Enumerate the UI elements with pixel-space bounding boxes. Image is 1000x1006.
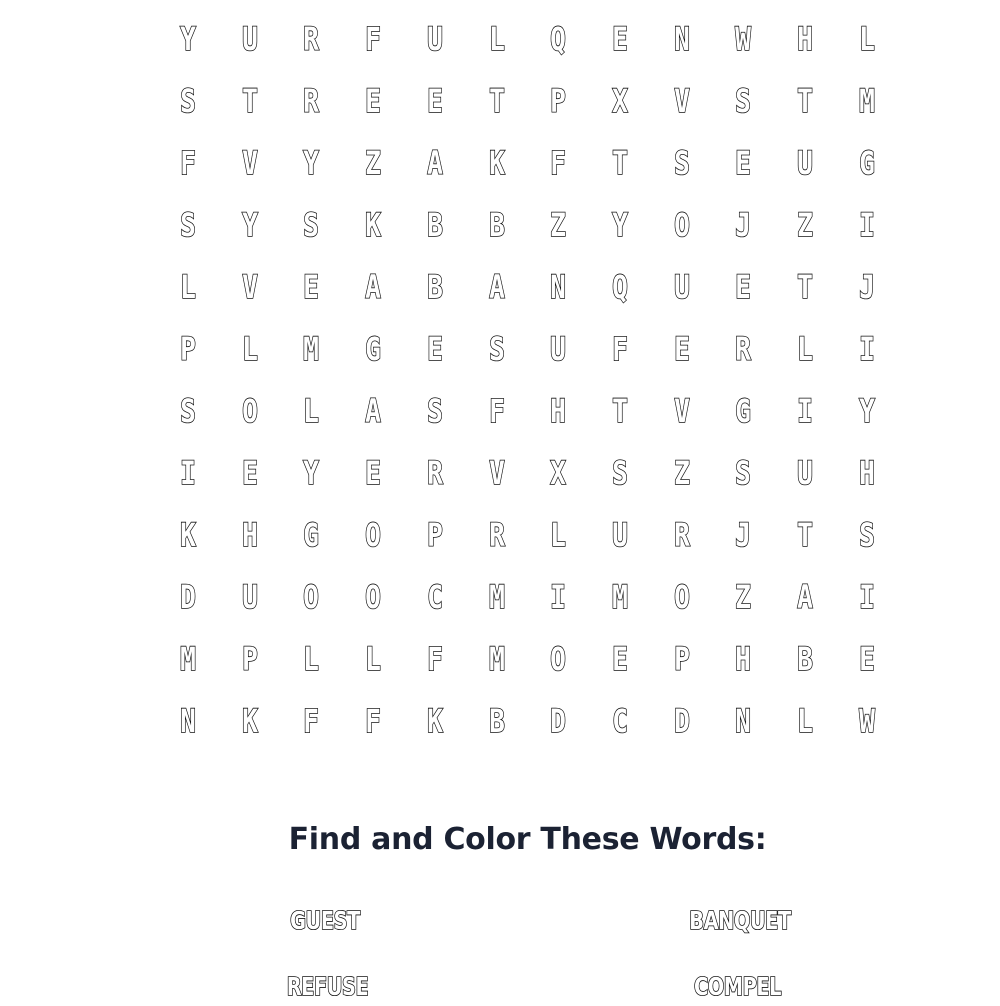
grid-cell[interactable]: F (550, 144, 567, 182)
grid-cell[interactable]: I (550, 578, 567, 616)
grid-cell[interactable]: S (180, 206, 196, 244)
grid-cell[interactable]: A (365, 392, 381, 430)
grid-cell[interactable]: H (550, 392, 567, 430)
grid-cell[interactable]: H (735, 640, 752, 678)
grid-cell[interactable]: U (550, 330, 567, 368)
grid-row (157, 8, 897, 70)
grid-cell[interactable]: O (673, 206, 690, 244)
grid-cell[interactable]: E (365, 82, 381, 120)
grid-cell[interactable]: I (180, 454, 196, 492)
grid-row (157, 132, 897, 194)
grid-cell[interactable]: E (673, 330, 690, 368)
grid-row (157, 318, 897, 380)
grid-cell[interactable]: F (365, 20, 381, 58)
grid-cell[interactable]: Z (365, 144, 381, 182)
grid-cell[interactable]: D (673, 702, 690, 740)
grid-cell[interactable]: E (611, 640, 628, 678)
grid-cell[interactable]: G (365, 330, 381, 368)
grid-cell[interactable]: D (550, 702, 567, 740)
grid-cell[interactable]: I (858, 330, 875, 368)
grid-cell[interactable]: M (303, 330, 320, 368)
grid-cell[interactable]: S (611, 454, 628, 492)
grid-cell[interactable]: H (797, 20, 813, 58)
letter-grid (157, 8, 897, 752)
grid-cell[interactable]: S (673, 144, 690, 182)
grid-cell[interactable]: C (611, 702, 628, 740)
grid-cell[interactable]: P (426, 516, 443, 554)
grid-cell[interactable]: F (426, 640, 443, 678)
grid-row (157, 628, 897, 690)
grid-cell[interactable]: O (365, 578, 381, 616)
grid-cell[interactable]: R (426, 454, 443, 492)
grid-cell[interactable]: S (735, 454, 752, 492)
grid-row (157, 194, 897, 256)
grid-cell[interactable]: O (550, 640, 567, 678)
grid-cell[interactable]: T (797, 82, 813, 120)
grid-cell[interactable]: U (673, 268, 690, 306)
grid-cell[interactable]: Q (611, 268, 628, 306)
grid-cell[interactable]: V (488, 454, 505, 492)
grid-cell[interactable]: M (488, 640, 505, 678)
grid-cell[interactable]: S (180, 82, 196, 120)
grid-cell[interactable]: F (488, 392, 505, 430)
grid-cell[interactable]: E (303, 268, 320, 306)
grid-cell[interactable]: G (858, 144, 875, 182)
grid-cell[interactable]: N (673, 20, 690, 58)
grid-cell[interactable]: U (241, 20, 258, 58)
word-list-heading: Find and Color These Words: (288, 822, 767, 857)
grid-cell[interactable]: L (550, 516, 567, 554)
grid-cell[interactable]: J (735, 206, 752, 244)
grid-cell[interactable]: D (180, 578, 196, 616)
grid-row (157, 504, 897, 566)
word-banquet: BANQUET (689, 905, 791, 935)
grid-cell[interactable]: R (673, 516, 690, 554)
grid-cell[interactable]: E (241, 454, 258, 492)
grid-row (157, 380, 897, 442)
grid-cell[interactable]: Z (673, 454, 690, 492)
grid-cell[interactable]: M (488, 578, 505, 616)
grid-cell[interactable]: W (735, 20, 752, 58)
grid-cell[interactable]: P (180, 330, 196, 368)
word-guest: GUEST (290, 905, 360, 935)
grid-cell[interactable]: S (426, 392, 443, 430)
grid-cell[interactable]: K (426, 702, 443, 740)
grid-row (157, 566, 897, 628)
grid-cell[interactable]: N (550, 268, 567, 306)
grid-cell[interactable]: L (797, 330, 813, 368)
grid-cell[interactable]: Y (303, 454, 320, 492)
grid-cell[interactable]: F (180, 144, 196, 182)
grid-cell[interactable]: R (735, 330, 752, 368)
grid-cell[interactable]: W (858, 702, 875, 740)
grid-cell[interactable]: L (180, 268, 196, 306)
grid-cell[interactable]: B (426, 206, 443, 244)
grid-cell[interactable]: F (303, 702, 320, 740)
grid-cell[interactable]: T (611, 144, 628, 182)
grid-cell[interactable]: K (488, 144, 505, 182)
grid-cell[interactable]: A (488, 268, 505, 306)
grid-cell[interactable]: I (858, 578, 875, 616)
grid-cell[interactable]: E (735, 144, 752, 182)
word-compel: COMPEL (693, 971, 782, 1001)
grid-cell[interactable]: G (735, 392, 752, 430)
grid-cell[interactable]: E (365, 454, 381, 492)
grid-cell[interactable]: X (611, 82, 628, 120)
grid-row (157, 256, 897, 318)
word-refuse: REFUSE (286, 971, 369, 1001)
grid-cell[interactable]: M (611, 578, 628, 616)
grid-cell[interactable]: T (241, 82, 258, 120)
grid-cell[interactable]: A (426, 144, 443, 182)
grid-cell[interactable]: J (735, 516, 752, 554)
grid-cell[interactable]: E (611, 20, 628, 58)
grid-cell[interactable]: T (797, 516, 813, 554)
grid-cell[interactable]: Y (858, 392, 875, 430)
grid-cell[interactable]: B (426, 268, 443, 306)
grid-cell[interactable]: P (550, 82, 567, 120)
grid-cell[interactable]: K (180, 516, 196, 554)
grid-cell[interactable]: F (611, 330, 628, 368)
grid-cell[interactable]: Q (550, 20, 567, 58)
grid-cell[interactable]: Y (180, 20, 196, 58)
grid-cell[interactable]: L (303, 640, 320, 678)
grid-cell[interactable]: B (797, 640, 813, 678)
grid-cell[interactable]: O (303, 578, 320, 616)
grid-cell[interactable]: X (550, 454, 567, 492)
grid-cell[interactable]: Z (797, 206, 813, 244)
grid-cell[interactable]: R (488, 516, 505, 554)
grid-cell[interactable]: U (426, 20, 443, 58)
grid-cell[interactable]: K (241, 702, 258, 740)
grid-cell[interactable]: S (488, 330, 505, 368)
grid-row (157, 442, 897, 504)
grid-cell[interactable]: Z (735, 578, 752, 616)
grid-cell[interactable]: O (673, 578, 690, 616)
grid-cell[interactable]: B (488, 702, 505, 740)
grid-cell[interactable]: A (797, 578, 813, 616)
grid-cell[interactable]: L (365, 640, 381, 678)
grid-cell[interactable]: N (735, 702, 752, 740)
grid-cell[interactable]: S (180, 392, 196, 430)
grid-cell[interactable]: P (241, 640, 258, 678)
grid-cell[interactable]: E (426, 330, 443, 368)
grid-cell[interactable]: B (488, 206, 505, 244)
grid-cell[interactable]: K (365, 206, 381, 244)
grid-cell[interactable]: V (673, 392, 690, 430)
grid-cell[interactable]: G (303, 516, 320, 554)
grid-cell[interactable]: N (180, 702, 196, 740)
grid-cell[interactable]: U (797, 454, 813, 492)
grid-cell[interactable]: U (797, 144, 813, 182)
grid-cell[interactable]: Y (611, 206, 628, 244)
grid-row (157, 70, 897, 132)
grid-cell[interactable]: A (365, 268, 381, 306)
grid-row (157, 690, 897, 752)
grid-cell[interactable]: C (426, 578, 443, 616)
grid-cell[interactable]: S (303, 206, 320, 244)
grid-cell[interactable]: H (858, 454, 875, 492)
grid-cell[interactable]: M (180, 640, 196, 678)
grid-cell[interactable]: Y (241, 206, 258, 244)
grid-cell[interactable]: V (673, 82, 690, 120)
grid-cell[interactable]: T (611, 392, 628, 430)
grid-cell[interactable]: V (241, 144, 258, 182)
grid-cell[interactable]: L (797, 702, 813, 740)
grid-cell[interactable]: V (241, 268, 258, 306)
grid-cell[interactable]: T (797, 268, 813, 306)
grid-cell[interactable]: U (241, 578, 258, 616)
grid-cell[interactable]: O (241, 392, 258, 430)
grid-cell[interactable]: L (303, 392, 320, 430)
grid-cell[interactable]: S (858, 516, 875, 554)
grid-cell[interactable]: J (858, 268, 875, 306)
grid-cell[interactable]: E (735, 268, 752, 306)
grid-cell[interactable]: H (241, 516, 258, 554)
grid-cell[interactable]: R (303, 20, 320, 58)
grid-cell[interactable]: E (858, 640, 875, 678)
grid-cell[interactable]: I (797, 392, 813, 430)
grid-cell[interactable]: L (858, 20, 875, 58)
grid-cell[interactable]: L (241, 330, 258, 368)
grid-cell[interactable]: I (858, 206, 875, 244)
grid-cell[interactable]: Z (550, 206, 567, 244)
grid-cell[interactable]: R (303, 82, 320, 120)
grid-cell[interactable]: U (611, 516, 628, 554)
grid-cell[interactable]: S (735, 82, 752, 120)
grid-cell[interactable]: Y (303, 144, 320, 182)
grid-cell[interactable]: P (673, 640, 690, 678)
grid-cell[interactable]: O (365, 516, 381, 554)
grid-cell[interactable]: T (488, 82, 505, 120)
grid-cell[interactable]: L (488, 20, 505, 58)
grid-cell[interactable]: F (365, 702, 381, 740)
grid-cell[interactable]: E (426, 82, 443, 120)
grid-cell[interactable]: M (858, 82, 875, 120)
